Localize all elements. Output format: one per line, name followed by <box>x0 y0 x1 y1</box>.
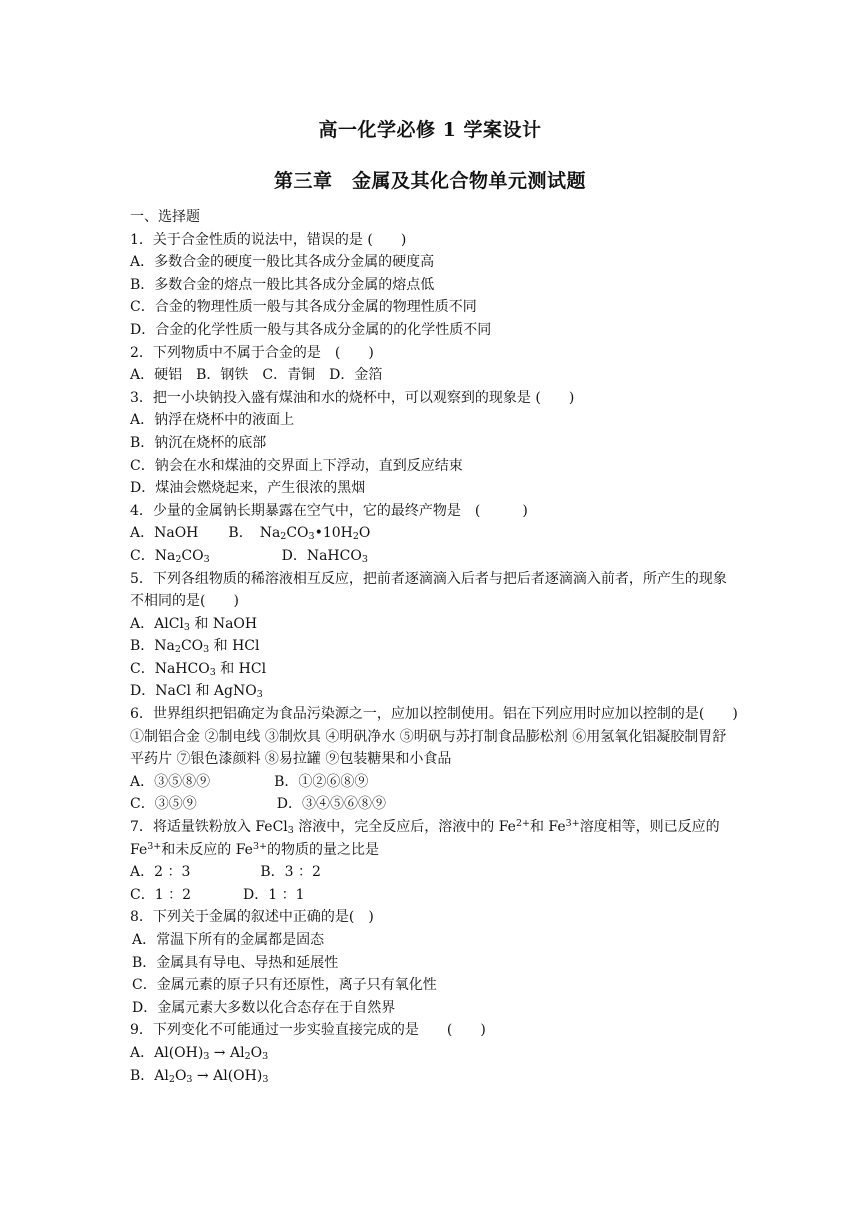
question-6-items: ①制铝合金 ②制电线 ③制炊具 ④明矾净水 ⑤明矾与苏打制食品膨松剂 ⑥用氢氧化铝凝胶制胃舒平药片 ⑦银色漆颜料 ⑧易拉罐 ⑨包装糖果和小食品 <box>130 728 727 768</box>
question-7-option-b: B．3 ：2 <box>260 864 321 881</box>
question-1-option-c: C．合金的物理性质一般与其各成分金属的物理性质不同 <box>130 299 477 316</box>
document-subtitle: 第三章 金属及其化合物单元测试题 <box>273 170 586 192</box>
question-8-option-b: B．金属具有导电、导热和延展性 <box>132 954 339 971</box>
question-3-option-c: C．钠会在水和煤油的交界面上下浮动，直到反应结束 <box>130 457 463 474</box>
question-5-option-a: A．AlCl$_3$ 和 NaOH <box>130 615 258 633</box>
question-3-stem: 3．把一小块钠投入盛有煤油和水的烧杯中，可以观察到的现象是 ( ) <box>130 389 575 406</box>
question-4-stem: 4．少量的金属钠长期暴露在空气中，它的最终产物是 ( ) <box>130 502 528 519</box>
question-3-option-a: A．钠浮在烧杯中的液面上 <box>130 412 295 429</box>
question-9-option-a: A．$Al(OH)_3 \to Al_2O_3$ <box>130 1044 269 1062</box>
question-8-option-c: C．金属元素的原子只有还原性，离子只有氧化性 <box>132 977 437 994</box>
question-7-option-c: C．1 ：2 <box>130 886 191 903</box>
question-8-option-d: D．金属元素大多数以化合态存在于自然界 <box>132 999 396 1016</box>
question-6-option-a: A．③⑤⑧⑨ <box>130 773 211 790</box>
question-1-option-d: D．合金的化学性质一般与其各成分金属的的化学性质不同 <box>130 321 492 338</box>
question-7-options-cd <box>130 884 740 907</box>
question-4-options-ab <box>130 522 740 545</box>
question-7-option-a: A．2 ：3 <box>130 864 191 881</box>
question-7-options-ab <box>130 861 740 884</box>
question-6-options-cd <box>130 793 740 816</box>
question-4-option-a: A．NaOH <box>130 525 199 542</box>
question-6-option-c: C．③⑤⑨ <box>130 796 197 813</box>
question-9-option-b: B．$Al_2O_3 \to Al(OH)_3$ <box>130 1067 269 1085</box>
question-3-option-b: B．钠沉在烧杯的底部 <box>130 434 267 451</box>
question-8-stem: 8．下列关于金属的叙述中正确的是( ) <box>130 909 374 926</box>
question-1-option-b: B．多数合金的熔点一般比其各成分金属的熔点低 <box>130 276 435 293</box>
question-5-option-b: B．$Na_2CO_3$ 和 HCl <box>130 638 260 656</box>
question-7-option-d: D．1 ：1 <box>242 886 305 903</box>
question-4-option-b: B． $Na_2CO_3•10H_2O$ <box>228 525 371 543</box>
question-2-options: A．硬铝 B．钢铁 C．青铜 D．金箔 <box>130 367 383 384</box>
question-6-option-b: B．①②⑥⑧⑨ <box>274 773 369 790</box>
question-5-option-d: D．NaCl 和 AgNO$_3$ <box>130 683 263 701</box>
question-5-option-c: C．NaHCO$_3$ 和 HCl <box>130 660 267 678</box>
document-title: 高一化学必修 1 学案设计 <box>318 119 542 141</box>
question-6-stem: 6．世界组织把铝确定为食品污染源之一，应加以控制使用。铝在下列应用时应加以控制的是( ) <box>130 706 738 723</box>
question-3-option-d: D．煤油会燃烧起来，产生很浓的黑烟 <box>130 480 366 497</box>
question-4-options-cd <box>130 545 740 568</box>
question-6-option-d: D．③④⑤⑥⑧⑨ <box>276 796 386 813</box>
question-4-option-c: C．$Na_2CO_3$ <box>130 547 210 565</box>
question-6-options-ab <box>130 771 740 794</box>
question-7-stem: 7．将适量铁粉放入 FeCl$_3$ 溶液中，完全反应后，溶液中的 $Fe^{2+}$和 $Fe^{3+}$溶度相等，则已反应的 $Fe^{3+}$和未反应的 $Fe^{3+}$的物质的量之比是 <box>130 818 720 858</box>
question-2-stem: 2．下列物质中不属于合金的是 ( ) <box>130 344 374 361</box>
question-body <box>130 206 740 1087</box>
question-4-option-d: D．NaHCO$_3$ <box>281 547 368 565</box>
question-9-stem: 9．下列变化不可能通过一步实验直接完成的是 ( ) <box>130 1022 486 1039</box>
question-1-stem: 1．关于合金性质的说法中，错误的是 ( ) <box>130 231 407 248</box>
question-8-option-a: A．常温下所有的金属都是固态 <box>132 932 325 948</box>
question-1-option-a: A．多数合金的硬度一般比其各成分金属的硬度高 <box>130 254 435 271</box>
section-heading: 一、选择题 <box>130 209 200 225</box>
question-5-stem: 5．下列各组物质的稀溶液相互反应，把前者逐滴滴入后者与把后者逐滴滴入前者，所产生的现象不相同的是( ) <box>130 570 727 610</box>
